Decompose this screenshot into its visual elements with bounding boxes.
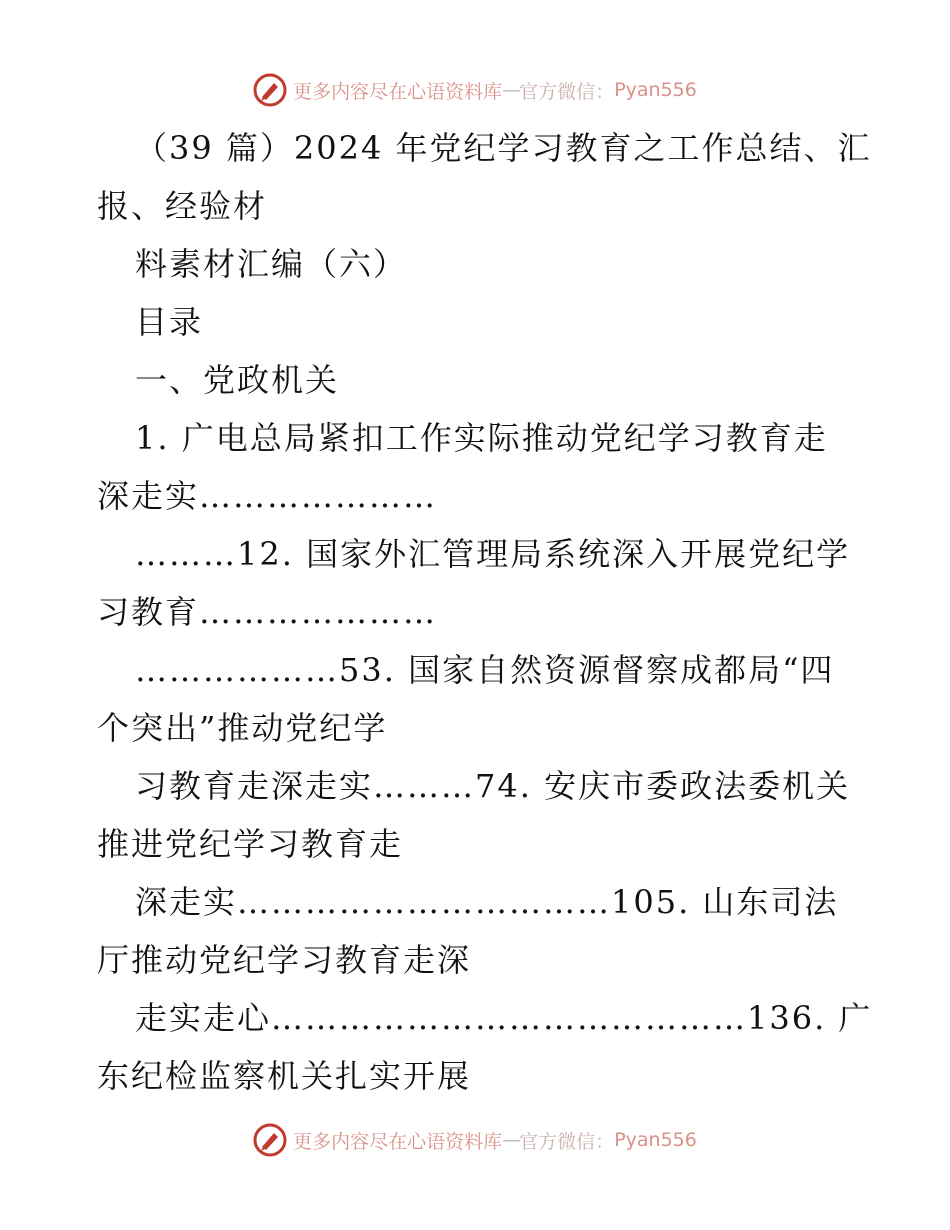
- toc-entry-line: 厅推动党纪学习教育走深: [97, 941, 472, 979]
- toc-section-heading: 一、党政机关: [135, 361, 340, 399]
- toc-entry-line: ………………53. 国家自然资源督察成都局“四: [135, 651, 835, 689]
- toc-heading: 目录: [135, 303, 204, 341]
- watermark-wechat-id: Pyan556: [614, 1129, 697, 1151]
- watermark-separator: —: [502, 79, 520, 101]
- pen-circle-logo-icon: [253, 73, 287, 107]
- watermark-header: [0, 70, 950, 110]
- doc-title-line-1: （39 篇）2024 年党纪学习教育之工作总结、汇: [135, 129, 872, 167]
- watermark-wechat-id: Pyan556: [614, 79, 697, 101]
- toc-entry-line: ………12. 国家外汇管理局系统深入开展党纪学: [135, 535, 851, 573]
- toc-entry-line: 1. 广电总局紧扣工作实际推动党纪学习教育走: [135, 419, 828, 457]
- watermark-site-name: 更多内容尽在心语资料库: [293, 1130, 503, 1153]
- doc-title-line-3: 料素材汇编（六）: [135, 245, 408, 283]
- toc-entry-line: 走实走心……………………………………136. 广: [135, 999, 873, 1037]
- toc-entry-line: 习教育走深走实………74. 安庆市委政法委机关: [135, 767, 851, 805]
- toc-entry-line: 深走实……………………………105. 山东司法: [135, 883, 839, 921]
- toc-entry-line: 东纪检监察机关扎实开展: [97, 1057, 472, 1095]
- toc-entry-line: 深走实…………………: [97, 477, 438, 515]
- watermark-separator: —: [502, 1129, 520, 1151]
- toc-entry-line: 个突出”推动党纪学: [97, 709, 388, 747]
- watermark-site-name: 更多内容尽在心语资料库: [293, 80, 503, 103]
- pen-circle-logo-icon: [253, 1123, 287, 1157]
- watermark-wechat-label: 官方微信：: [519, 80, 615, 103]
- watermark-wechat-label: 官方微信：: [519, 1130, 615, 1153]
- watermark-footer: [0, 1120, 950, 1160]
- doc-title-line-2: 报、经验材: [97, 187, 268, 225]
- toc-entry-line: 习教育…………………: [97, 593, 438, 631]
- toc-entry-line: 推进党纪学习教育走: [97, 825, 404, 863]
